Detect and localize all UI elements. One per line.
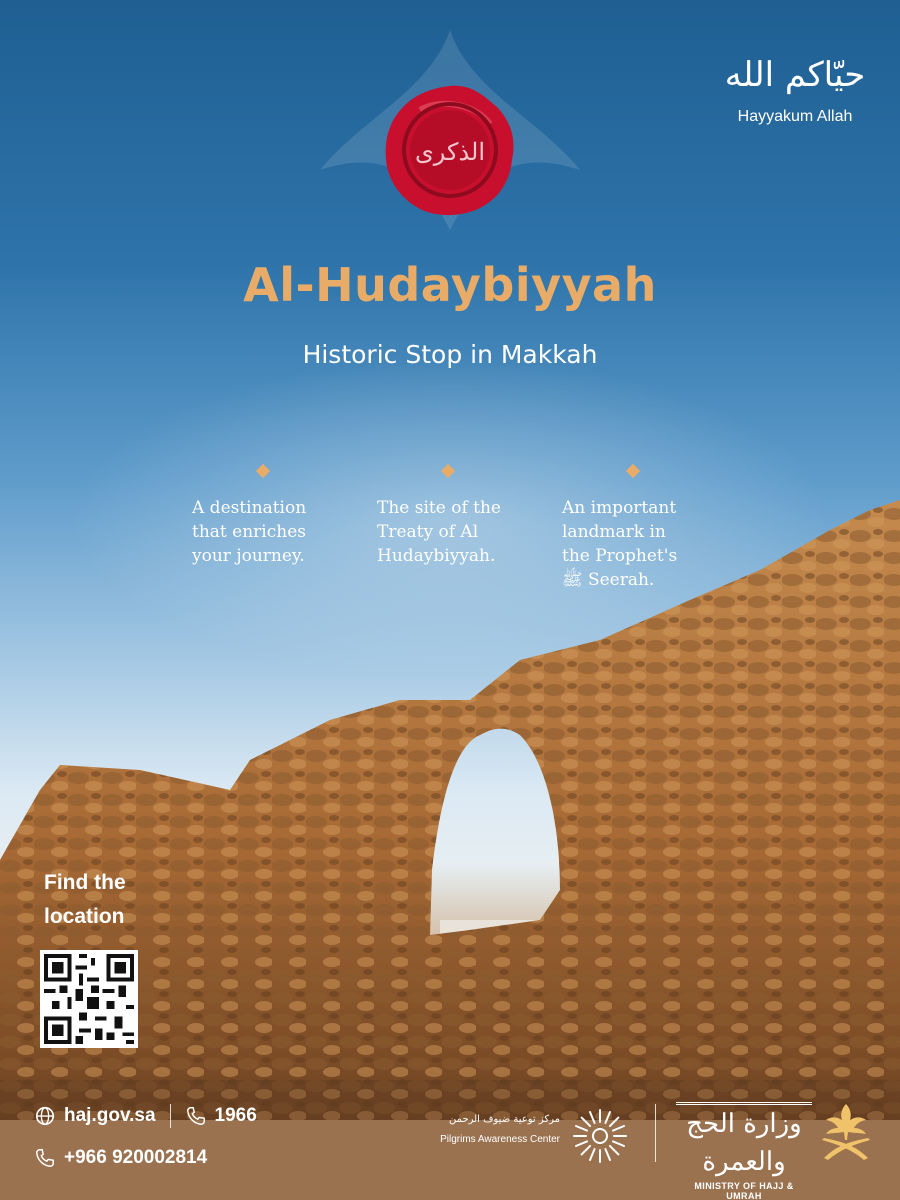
diamond-icon (256, 464, 270, 478)
ministry-english: MINISTRY OF HAJJ & UMRAH (676, 1181, 812, 1200)
feature-destination (192, 466, 362, 568)
feature-line: landmark in (562, 522, 666, 542)
pilgrims-awareness-center-logo (420, 1104, 630, 1164)
pac-english: Pilgrims Awareness Center (440, 1134, 560, 1145)
feature-line: your journey. (192, 546, 305, 566)
ministry-logo (676, 1102, 812, 1200)
page-title: Al-Hudaybiyyah (243, 258, 657, 312)
qr-code[interactable] (40, 950, 138, 1048)
diamond-icon (441, 464, 455, 478)
hotline-number[interactable]: 1966 (214, 1105, 257, 1126)
page-subtitle: Historic Stop in Makkah (302, 340, 598, 369)
feature-landmark (562, 466, 732, 592)
feature-line: A destination (192, 498, 307, 518)
feature-line: the Prophet's (562, 546, 678, 566)
contact-row-2 (34, 1142, 257, 1174)
globe-icon (34, 1105, 56, 1127)
feature-line: An important (562, 498, 677, 518)
brand-logo (720, 55, 870, 126)
phone-icon (34, 1147, 56, 1169)
find-location-label (44, 866, 126, 934)
saudi-emblem-icon (818, 1100, 874, 1164)
feature-line: that enriches (192, 522, 306, 542)
contact-info (34, 1100, 257, 1184)
feature-line: Treaty of Al (377, 522, 479, 542)
phone-icon (185, 1105, 207, 1127)
wax-seal-icon (380, 80, 520, 220)
find-line-1: Find the (44, 871, 126, 894)
divider (170, 1104, 171, 1128)
brand-arabic: حيّاكم الله (724, 55, 866, 95)
feature-line: The site of the (377, 498, 501, 518)
website-link[interactable]: haj.gov.sa (64, 1105, 156, 1126)
sunburst-icon (570, 1106, 630, 1166)
seal-text: الذكرى (414, 138, 486, 166)
feature-line: Hudaybiyyah. (377, 546, 496, 566)
contact-row-1 (34, 1100, 257, 1132)
pac-arabic: مركز توعية ضيوف الرحمن (449, 1114, 560, 1125)
phone-number[interactable]: +966 920002814 (64, 1147, 208, 1168)
brand-english: Hayyakum Allah (737, 108, 853, 125)
diamond-icon (626, 464, 640, 478)
find-line-2: location (44, 905, 125, 928)
ministry-arabic: وزارة الحج والعمرة (676, 1102, 812, 1181)
logo-divider (655, 1104, 656, 1162)
feature-line: ﷺ Seerah. (562, 570, 655, 590)
feature-treaty (377, 466, 547, 568)
